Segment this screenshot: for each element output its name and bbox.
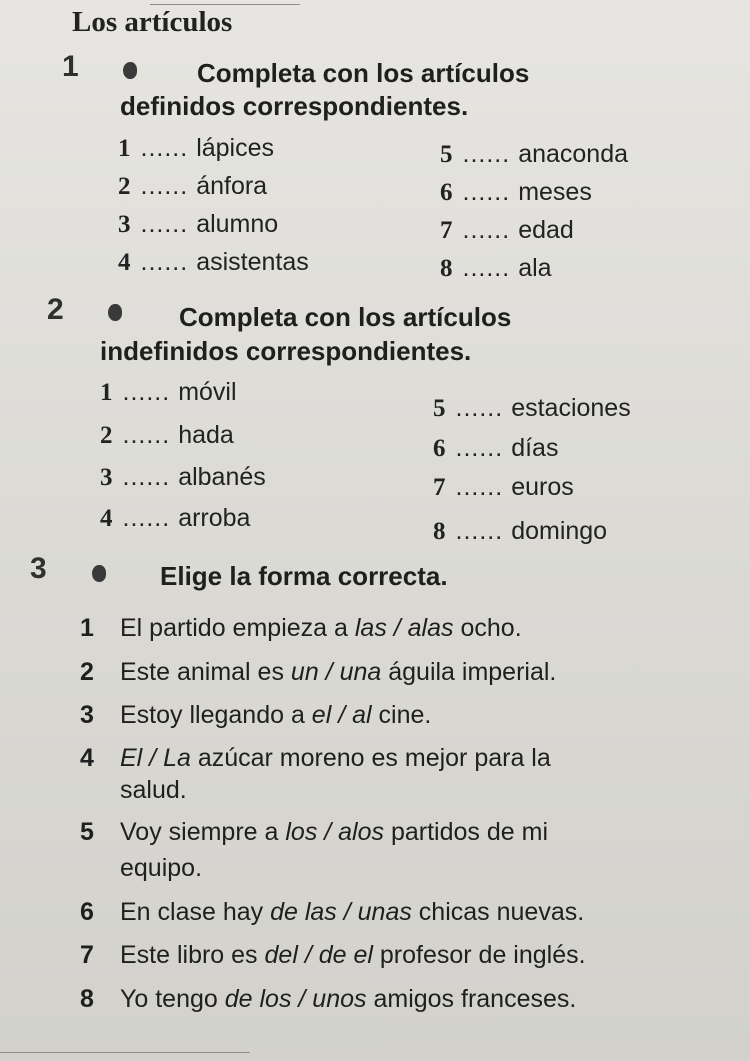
ex3-sentence: 8 Yo tengo de los / unos amigos franceses. <box>80 985 577 1013</box>
ex2-item: 6 ...... días <box>433 434 559 462</box>
audio-bullet-icon <box>92 565 106 582</box>
ex1-item: 4 ...... asistentas <box>118 248 309 276</box>
exercise-2-instruction: Completa con los artículos <box>179 302 512 332</box>
ex1-item: 1 ...... lápices <box>118 134 275 162</box>
ex3-sentence: 7 Este libro es del / de el profesor de inglés. <box>80 941 586 969</box>
ex3-sentence: 6 En clase hay de las / unas chicas nuevas. <box>80 898 585 926</box>
ex2-item: 8 ...... domingo <box>433 517 608 545</box>
ex3-sentence-cont: equipo. <box>120 854 203 882</box>
ex2-item: 5 ...... estaciones <box>433 394 631 422</box>
ex3-sentence: 2 Este animal es un / una águila imperial. <box>80 658 557 686</box>
ex1-item: 8 ...... ala <box>440 254 552 282</box>
section-title: Los artículos <box>72 6 233 38</box>
exercise-1-instruction-cont: definidos correspondientes. <box>120 91 469 121</box>
ex3-sentence: 3 Estoy llegando a el / al cine. <box>80 701 432 729</box>
audio-bullet-icon <box>108 304 122 321</box>
exercise-2-instruction-cont: indefinidos correspondientes. <box>100 336 472 366</box>
ex2-item: 7 ...... euros <box>433 473 574 501</box>
ex1-item: 6 ...... meses <box>440 178 592 206</box>
top-rule <box>150 4 300 5</box>
exercise-2-number: 2 <box>47 293 64 326</box>
ex3-sentence-cont: salud. <box>120 776 187 804</box>
audio-bullet-icon <box>123 62 137 79</box>
ex1-item: 7 ...... edad <box>440 216 574 244</box>
exercise-3-number: 3 <box>30 552 47 585</box>
ex1-item: 5 ...... anaconda <box>440 140 629 168</box>
ex2-item: 4 ...... arroba <box>100 504 251 532</box>
ex2-item: 2 ...... hada <box>100 421 234 449</box>
exercise-1-instruction: Completa con los artículos <box>197 58 530 88</box>
ex3-sentence: 1 El partido empieza a las / alas ocho. <box>80 614 522 642</box>
ex3-sentence: 5 Voy siempre a los / alos partidos de mi <box>80 818 548 846</box>
ex2-item: 3 ...... albanés <box>100 463 266 491</box>
bottom-rule <box>0 1052 250 1053</box>
ex1-item: 3 ...... alumno <box>118 210 279 238</box>
ex2-item: 1 ...... móvil <box>100 378 237 406</box>
exercise-1-number: 1 <box>62 50 79 83</box>
ex1-item: 2 ...... ánfora <box>118 172 268 200</box>
ex3-sentence: 4 El / La azúcar moreno es mejor para la <box>80 744 551 772</box>
exercise-3-instruction: Elige la forma correcta. <box>160 561 448 591</box>
